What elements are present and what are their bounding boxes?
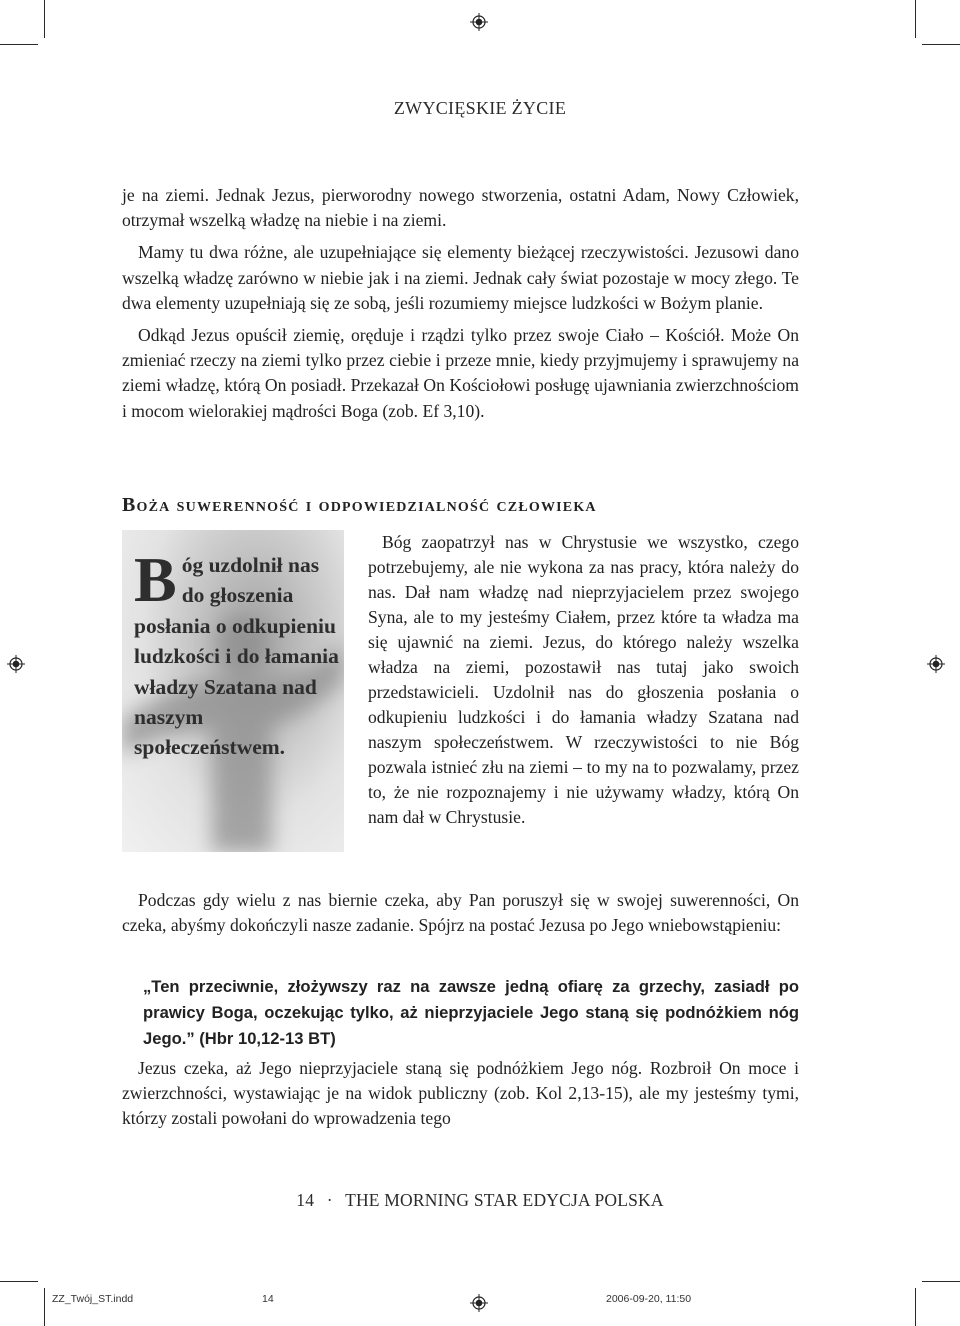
footer-separator: · — [326, 1190, 333, 1210]
body-text-bottom — [122, 1056, 799, 1132]
page-number: 14 — [296, 1190, 315, 1210]
page-footer — [0, 1190, 960, 1211]
pull-quote-body: óg uzdolnił nas do głoszenia posłania o odkupieniu ludzkości i do łamania władzy Szatana nad naszym społeczeństwem. — [134, 553, 339, 760]
crop-mark — [0, 1281, 38, 1282]
crop-mark — [0, 44, 38, 45]
side-column-text — [368, 530, 799, 830]
body-text-top — [122, 183, 799, 424]
drop-cap: B — [134, 544, 177, 615]
paragraph: je na ziemi. Jednak Jezus, pierworodny nowego stworzenia, ostatni Adam, Nowy Człowiek, otrzymał wszelką władzę na niebie i na ziemi. — [122, 185, 799, 231]
pull-quote-text — [134, 544, 344, 763]
registration-mark-icon — [470, 13, 488, 31]
pull-quote-box — [122, 530, 344, 852]
paragraph: Odkąd Jezus opuścił ziemię, oręduje i rządzi tylko przez swoje Ciało – Kościół. Może On zmieniać rzeczy na ziemi tylko przez ciebie i przeze mnie, kiedy przyjmujemy i sprawujemy na ziemi władzę, którą On posiadł. Przekazał On Kościołowi posługę ujawniania zwierzchnościom i mocom wielorakiej mądrości Boga (zob. Ef 3,10). — [122, 325, 799, 421]
slug-page: 14 — [262, 1293, 274, 1305]
crop-mark — [44, 0, 45, 38]
paragraph: Bóg zaopatrzył nas w Chrystusie we wszystko, czego potrzebujemy, ale nie wykona za nas pracy, która należy do nas. Dał nam władzę nad nieprzyjacielem przez swojego Syna, ale to my jesteśmy Ciałem, przez które ta władza ma się ujawnić na ziemi. Jezus, do którego należy wszelka władza na ziemi, pozostawił nas tutaj jako swoich przedstawicieli. Uzdolnił nas do głoszenia posłania o odkupieniu ludzkości i do łamania władzy Szatana nad naszym społeczeństwem. W rzeczywistości to nie Bóg pozwala istnieć złu na ziemi – to my na to pozwalamy, przez to, że nie rozpoznajemy i nie używamy władzy, którą On nam dał w Chrystusie. — [368, 532, 799, 827]
scripture-text: „Ten przeciwnie, złożywszy raz na zawsze jedną ofiarę za grzechy, zasiadł po prawicy Boga, oczekując tylko, aż nieprzyjaciele Jego staną się podnóżkiem nóg Jego.” — [143, 977, 799, 1048]
section-heading: Boża suwerenność i odpowiedzialność człowieka — [122, 494, 597, 516]
body-text-mid — [122, 888, 799, 938]
scripture-quote — [143, 974, 799, 1052]
crop-mark — [922, 44, 960, 45]
slug-filename: ZZ_Twój_ST.indd — [52, 1293, 134, 1305]
publication-title: THE MORNING STAR EDYCJA POLSKA — [345, 1190, 664, 1210]
scripture-reference: (Hbr 10,12-13 BT) — [199, 1029, 336, 1048]
slug-timestamp: 2006-09-20, 11:50 — [606, 1293, 692, 1305]
paragraph: Mamy tu dwa różne, ale uzupełniające się elementy bieżącej rzeczywistości. Jezusowi dano wszelką władzę zarówno w niebie jak i na ziemi. Jednak cały świat pozostaje w mocy złego. Te dwa elementy uzupełniają się ze sobą, jeśli rozumiemy miejsce ludzkości w Bożym planie. — [122, 242, 799, 313]
registration-mark-icon — [470, 1294, 488, 1312]
paragraph: Jezus czeka, aż Jego nieprzyjaciele staną się podnóżkiem Jego nóg. Rozbroił On moce i zwierzchności, wystawiając je na widok publiczny (zob. Kol 2,13-15), ale my jesteśmy tymi, którzy zostali powołani do wprowadzenia tego — [122, 1058, 799, 1129]
registration-mark-icon — [927, 655, 945, 673]
crop-mark — [44, 1288, 45, 1326]
running-header: ZWYCIĘSKIE ŻYCIE — [393, 98, 567, 118]
paragraph: Podczas gdy wielu z nas biernie czeka, aby Pan poruszył się w swojej suwerenności, On czeka, abyśmy dokończyli nasze zadanie. Spójrz na postać Jezusa po Jego wniebowstąpieniu: — [122, 890, 799, 936]
registration-mark-icon — [7, 655, 25, 673]
crop-mark — [915, 0, 916, 38]
crop-mark — [922, 1281, 960, 1282]
crop-mark — [915, 1288, 916, 1326]
